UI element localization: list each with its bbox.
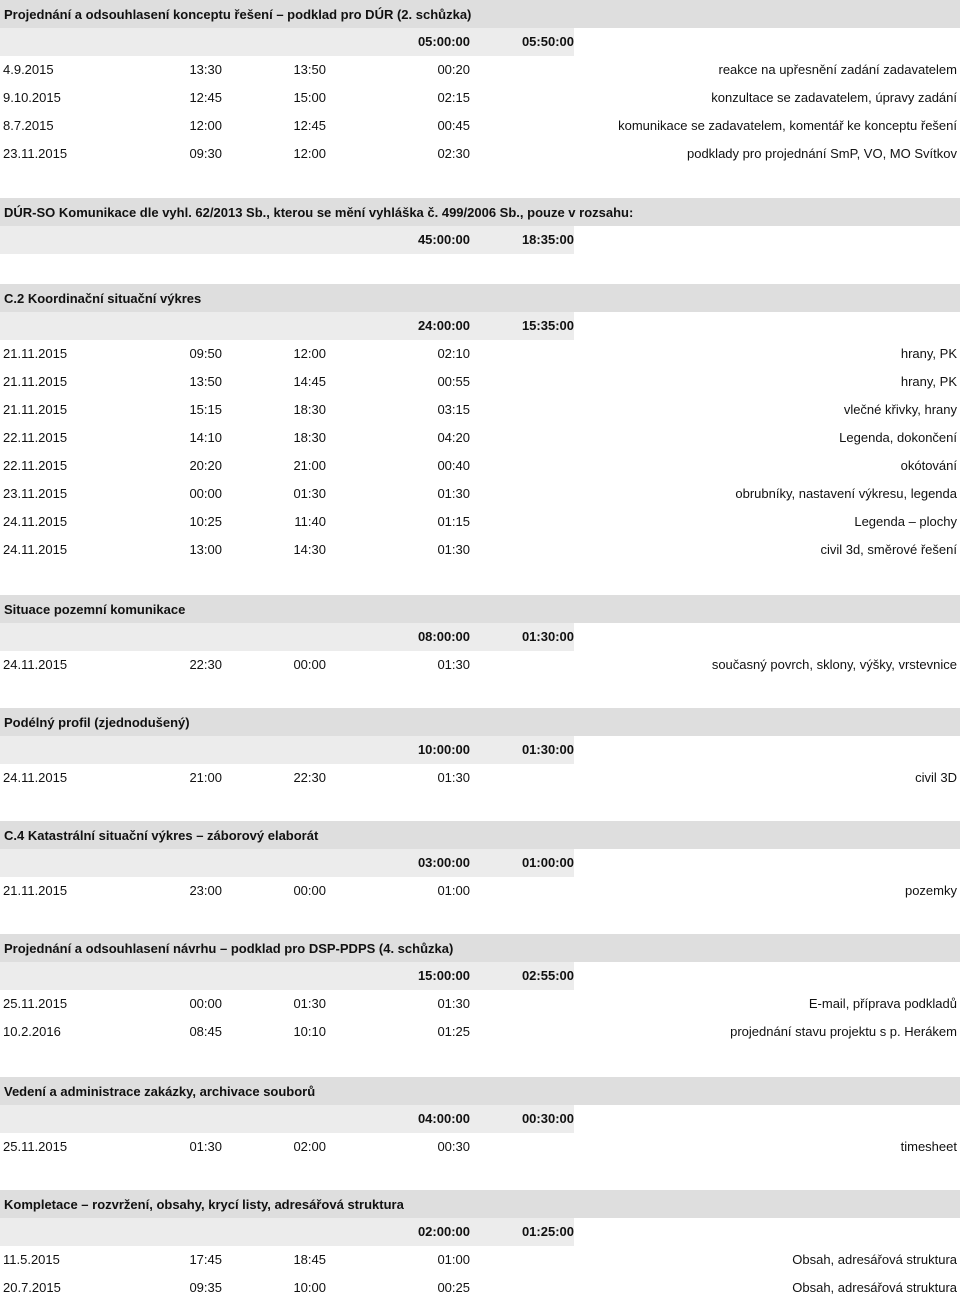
row-end-time: 18:30 [293, 402, 326, 417]
row-duration: 01:30 [437, 486, 470, 501]
section-totals [0, 1105, 960, 1133]
row-end-time: 13:50 [293, 62, 326, 77]
total-planned-hours: 03:00:00 [417, 855, 470, 870]
totals-background [0, 28, 574, 56]
table-row [0, 340, 960, 368]
row-description: hrany, PK [900, 346, 957, 361]
row-duration: 01:30 [437, 996, 470, 1011]
table-row [0, 536, 960, 564]
timesheet-section [0, 708, 960, 792]
row-description: civil 3d, směrové řešení [820, 542, 957, 557]
timesheet-section [0, 284, 960, 564]
total-actual-hours: 05:50:00 [521, 34, 574, 49]
section-totals [0, 623, 960, 651]
row-start-time: 12:00 [189, 118, 222, 133]
table-row [0, 56, 960, 84]
section-totals [0, 849, 960, 877]
total-actual-hours: 15:35:00 [521, 318, 574, 333]
total-planned-hours: 15:00:00 [417, 968, 470, 983]
row-start-time: 09:30 [189, 146, 222, 161]
row-duration: 00:30 [437, 1139, 470, 1154]
totals-background [0, 312, 574, 340]
row-date: 24.11.2015 [3, 657, 68, 672]
row-end-time: 12:45 [293, 118, 326, 133]
row-end-time: 02:00 [293, 1139, 326, 1154]
row-end-time: 01:30 [293, 996, 326, 1011]
row-duration: 03:15 [437, 402, 470, 417]
totals-background [0, 623, 574, 651]
row-duration: 00:40 [437, 458, 470, 473]
total-actual-hours: 01:30:00 [521, 629, 574, 644]
table-row [0, 112, 960, 140]
totals-background [0, 1218, 574, 1246]
timesheet-section [0, 595, 960, 679]
row-date: 21.11.2015 [3, 402, 68, 417]
row-end-time: 12:00 [293, 346, 326, 361]
row-end-time: 12:00 [293, 146, 326, 161]
section-title: C.4 Katastrální situační výkres – záborový elaborát [0, 821, 960, 849]
total-planned-hours: 45:00:00 [417, 232, 470, 247]
section-totals [0, 28, 960, 56]
row-description: civil 3D [915, 770, 957, 785]
row-duration: 01:30 [437, 542, 470, 557]
row-description: vlečné křivky, hrany [843, 402, 957, 417]
totals-background [0, 226, 574, 254]
section-title: DÚR-SO Komunikace dle vyhl. 62/2013 Sb., kterou se mění vyhláška č. 499/2006 Sb., pouze v rozsahu: [0, 198, 960, 226]
timesheet-section [0, 934, 960, 1046]
row-date: 25.11.2015 [3, 996, 68, 1011]
row-date: 22.11.2015 [3, 430, 68, 445]
row-date: 11.5.2015 [3, 1252, 60, 1267]
row-start-time: 09:35 [189, 1280, 222, 1295]
timesheet-section [0, 0, 960, 168]
timesheet-section [0, 1190, 960, 1296]
row-end-time: 11:40 [294, 514, 326, 529]
row-date: 22.11.2015 [3, 458, 68, 473]
row-date: 21.11.2015 [3, 883, 68, 898]
row-end-time: 15:00 [293, 90, 326, 105]
section-totals [0, 312, 960, 340]
row-end-time: 18:30 [293, 430, 326, 445]
section-totals [0, 962, 960, 990]
row-description: Legenda – plochy [854, 514, 957, 529]
row-description: obrubníky, nastavení výkresu, legenda [735, 486, 957, 501]
row-duration: 01:30 [437, 770, 470, 785]
row-description: hrany, PK [900, 374, 957, 389]
table-row [0, 990, 960, 1018]
total-planned-hours: 02:00:00 [417, 1224, 470, 1239]
row-duration: 01:30 [437, 657, 470, 672]
row-description: současný povrch, sklony, výšky, vrstevnice [711, 657, 957, 672]
row-end-time: 01:30 [293, 486, 326, 501]
total-planned-hours: 08:00:00 [417, 629, 470, 644]
row-description: podklady pro projednání SmP, VO, MO Svítkov [686, 146, 957, 161]
row-start-time: 17:45 [189, 1252, 222, 1267]
row-end-time: 14:30 [293, 542, 326, 557]
row-description: pozemky [904, 883, 957, 898]
table-row [0, 424, 960, 452]
total-planned-hours: 24:00:00 [417, 318, 470, 333]
row-date: 24.11.2015 [3, 542, 68, 557]
row-duration: 04:20 [437, 430, 470, 445]
table-row [0, 1018, 960, 1046]
row-date: 9.10.2015 [3, 90, 61, 105]
row-date: 24.11.2015 [3, 514, 68, 529]
row-start-time: 01:30 [189, 1139, 222, 1154]
row-start-time: 12:45 [189, 90, 222, 105]
row-duration: 00:45 [437, 118, 470, 133]
row-start-time: 10:25 [189, 514, 222, 529]
row-date: 20.7.2015 [3, 1280, 61, 1295]
section-title: C.2 Koordinační situační výkres [0, 284, 960, 312]
total-actual-hours: 01:25:00 [521, 1224, 574, 1239]
row-start-time: 13:50 [189, 374, 222, 389]
section-totals [0, 1218, 960, 1246]
section-title: Projednání a odsouhlasení konceptu řešení – podklad pro DÚR (2. schůzka) [0, 0, 960, 28]
row-start-time: 14:10 [189, 430, 222, 445]
table-row [0, 452, 960, 480]
total-planned-hours: 04:00:00 [417, 1111, 470, 1126]
row-description: okótování [900, 458, 957, 473]
table-row [0, 764, 960, 792]
total-actual-hours: 01:30:00 [521, 742, 574, 757]
section-title: Podélný profil (zjednodušený) [0, 708, 960, 736]
section-title: Projednání a odsouhlasení návrhu – podklad pro DSP-PDPS (4. schůzka) [0, 934, 960, 962]
total-planned-hours: 05:00:00 [417, 34, 470, 49]
row-date: 4.9.2015 [3, 62, 54, 77]
row-duration: 01:25 [437, 1024, 470, 1039]
section-title: Kompletace – rozvržení, obsahy, krycí listy, adresářová struktura [0, 1190, 960, 1218]
row-duration: 00:20 [437, 62, 470, 77]
totals-background [0, 1105, 574, 1133]
table-row [0, 368, 960, 396]
table-row [0, 508, 960, 536]
row-start-time: 08:45 [189, 1024, 222, 1039]
row-description: timesheet [900, 1139, 957, 1154]
row-date: 21.11.2015 [3, 374, 68, 389]
row-date: 21.11.2015 [3, 346, 68, 361]
row-date: 23.11.2015 [3, 146, 68, 161]
table-row [0, 1274, 960, 1296]
row-start-time: 13:30 [189, 62, 222, 77]
totals-background [0, 736, 574, 764]
row-duration: 01:00 [437, 883, 470, 898]
row-description: reakce na upřesnění zadání zadavatelem [718, 62, 957, 77]
section-totals [0, 226, 960, 254]
total-actual-hours: 00:30:00 [521, 1111, 574, 1126]
row-end-time: 22:30 [293, 770, 326, 785]
row-date: 10.2.2016 [3, 1024, 61, 1039]
row-end-time: 00:00 [293, 657, 326, 672]
totals-background [0, 962, 574, 990]
row-duration: 02:10 [437, 346, 470, 361]
row-description: Legenda, dokončení [839, 430, 957, 445]
total-planned-hours: 10:00:00 [417, 742, 470, 757]
row-date: 25.11.2015 [3, 1139, 68, 1154]
row-date: 8.7.2015 [3, 118, 54, 133]
table-row [0, 480, 960, 508]
row-end-time: 14:45 [293, 374, 326, 389]
total-actual-hours: 18:35:00 [521, 232, 574, 247]
table-row [0, 396, 960, 424]
total-actual-hours: 01:00:00 [521, 855, 574, 870]
section-title: Vedení a administrace zakázky, archivace souborů [0, 1077, 960, 1105]
row-end-time: 10:10 [293, 1024, 326, 1039]
table-row [0, 877, 960, 905]
row-description: projednání stavu projektu s p. Herákem [730, 1024, 957, 1039]
row-description: Obsah, adresářová struktura [792, 1280, 957, 1295]
row-duration: 02:15 [437, 90, 470, 105]
row-description: Obsah, adresářová struktura [792, 1252, 957, 1267]
row-start-time: 00:00 [189, 996, 222, 1011]
row-date: 23.11.2015 [3, 486, 68, 501]
section-totals [0, 736, 960, 764]
row-description: konzultace se zadavatelem, úpravy zadání [711, 90, 957, 105]
row-end-time: 10:00 [293, 1280, 326, 1295]
row-end-time: 21:00 [293, 458, 326, 473]
row-start-time: 13:00 [189, 542, 222, 557]
row-description: E-mail, příprava podkladů [808, 996, 957, 1011]
row-start-time: 15:15 [189, 402, 222, 417]
table-row [0, 1133, 960, 1161]
row-duration: 01:15 [437, 514, 470, 529]
total-actual-hours: 02:55:00 [521, 968, 574, 983]
row-start-time: 23:00 [189, 883, 222, 898]
row-start-time: 00:00 [189, 486, 222, 501]
table-row [0, 651, 960, 679]
row-date: 24.11.2015 [3, 770, 68, 785]
row-duration: 01:00 [437, 1252, 470, 1267]
timesheet-section [0, 198, 960, 254]
row-end-time: 18:45 [293, 1252, 326, 1267]
row-description: komunikace se zadavatelem, komentář ke konceptu řešení [618, 118, 957, 133]
timesheet-section [0, 1077, 960, 1161]
section-title: Situace pozemní komunikace [0, 595, 960, 623]
row-duration: 00:55 [437, 374, 470, 389]
row-duration: 02:30 [437, 146, 470, 161]
totals-background [0, 849, 574, 877]
table-row [0, 84, 960, 112]
row-start-time: 21:00 [189, 770, 222, 785]
row-duration: 00:25 [437, 1280, 470, 1295]
row-start-time: 09:50 [189, 346, 222, 361]
row-start-time: 22:30 [189, 657, 222, 672]
timesheet-section [0, 821, 960, 905]
table-row [0, 140, 960, 168]
row-start-time: 20:20 [189, 458, 222, 473]
table-row [0, 1246, 960, 1274]
row-end-time: 00:00 [293, 883, 326, 898]
